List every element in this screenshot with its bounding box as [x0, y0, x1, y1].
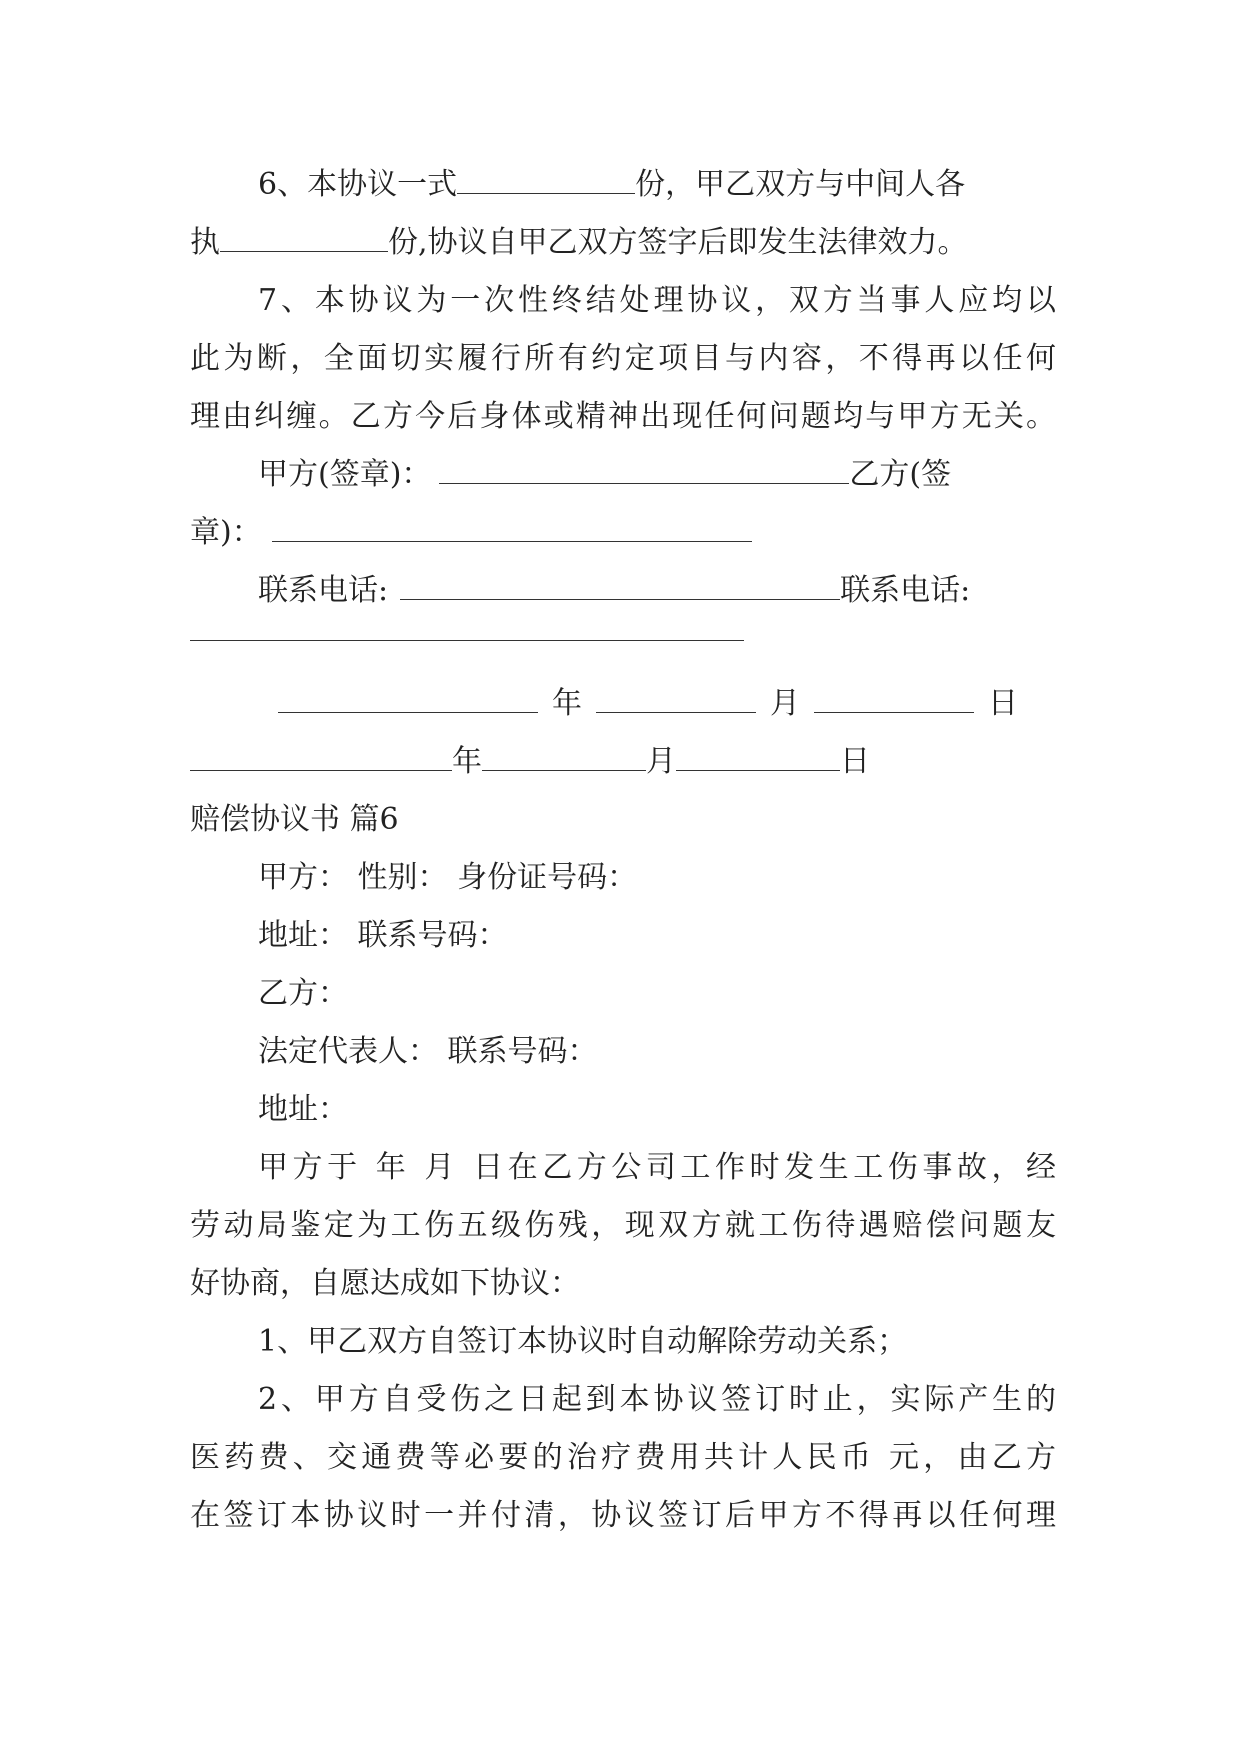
date-1-day-blank	[814, 686, 974, 713]
clause-6-text-a: 6、本协议一式	[258, 167, 458, 202]
copies-blank	[457, 167, 635, 194]
party-a-fields: 甲方： 性别： 身份证号码：	[258, 860, 638, 895]
party-a-phone-label: 联系电话:	[258, 573, 389, 608]
intro-line-2: 劳动局鉴定为工伤五级伤残，现双方就工伤待遇赔偿问题友	[190, 1208, 1056, 1243]
section-heading: 赔偿协议书 篇6	[190, 802, 399, 837]
party-b-seal-blank	[272, 515, 752, 542]
date-2-month-blank	[482, 744, 646, 771]
article-2-line-1: 2、甲方自受伤之日起到本协议签订时止，实际产生的	[258, 1382, 1056, 1417]
party-b-phone-blank	[190, 640, 744, 641]
party-a-seal-label: 甲方(签章)：	[258, 457, 432, 492]
date-2-day-label: 日	[840, 744, 870, 779]
date-1-month-blank	[596, 686, 756, 713]
date-2-year-label: 年	[452, 744, 482, 779]
each-holds-blank	[220, 225, 388, 252]
article-2-line-2: 医药费、交通费等必要的治疗费用共计人民币 元，由乙方	[190, 1440, 1056, 1475]
phone-line	[258, 570, 970, 612]
clause-7-line-1: 7、本协议为一次性终结处理协议，双方当事人应均以	[258, 283, 1056, 318]
date-line-2	[190, 741, 870, 783]
party-b-seal-label-cont: 章)：	[190, 515, 262, 550]
date-2-year-blank	[190, 744, 452, 771]
date-2-month-label: 月	[646, 744, 676, 779]
article-1: 1、甲乙双方自签订本协议时自动解除劳动关系；	[258, 1324, 908, 1359]
clause-7-line-2: 此为断，全面切实履行所有约定项目与内容，不得再以任何	[190, 341, 1056, 376]
date-1-month-label: 月	[770, 686, 800, 721]
clause-6-text-d: 份,协议自甲乙双方签字后即发生法律效力。	[388, 225, 968, 260]
clause-6-text-c: 执	[190, 225, 220, 260]
clause-6-line-2	[190, 222, 968, 264]
article-2-line-3: 在签订本协议时一并付清，协议签订后甲方不得再以任何理	[190, 1498, 1056, 1533]
date-1-day-label: 日	[988, 686, 1018, 721]
party-a-address-fields: 地址： 联系号码：	[258, 918, 508, 953]
clause-6-line-1	[258, 164, 965, 206]
intro-line-1: 甲方于 年 月 日在乙方公司工作时发生工伤事故，经	[258, 1150, 1056, 1185]
intro-line-3: 好协商，自愿达成如下协议：	[190, 1266, 580, 1301]
party-b-phone-label: 联系电话:	[840, 573, 971, 608]
party-a-seal-blank	[439, 457, 849, 484]
party-b-field: 乙方：	[258, 976, 348, 1011]
party-a-phone-blank	[400, 573, 840, 600]
signature-line-1	[258, 454, 951, 496]
clause-7-line-3: 理由纠缠。乙方今后身体或精神出现任何问题均与甲方无关。	[190, 399, 1056, 434]
party-b-address-field: 地址：	[258, 1092, 348, 1127]
signature-line-2	[190, 512, 752, 554]
date-1-year-label: 年	[552, 686, 582, 721]
date-line-1	[278, 683, 1018, 725]
date-2-day-blank	[676, 744, 840, 771]
legal-rep-fields: 法定代表人： 联系号码：	[258, 1034, 598, 1069]
party-b-seal-label: 乙方(签	[849, 457, 952, 492]
clause-6-text-b: 份，甲乙双方与中间人各	[635, 167, 966, 202]
date-1-year-blank	[278, 686, 538, 713]
